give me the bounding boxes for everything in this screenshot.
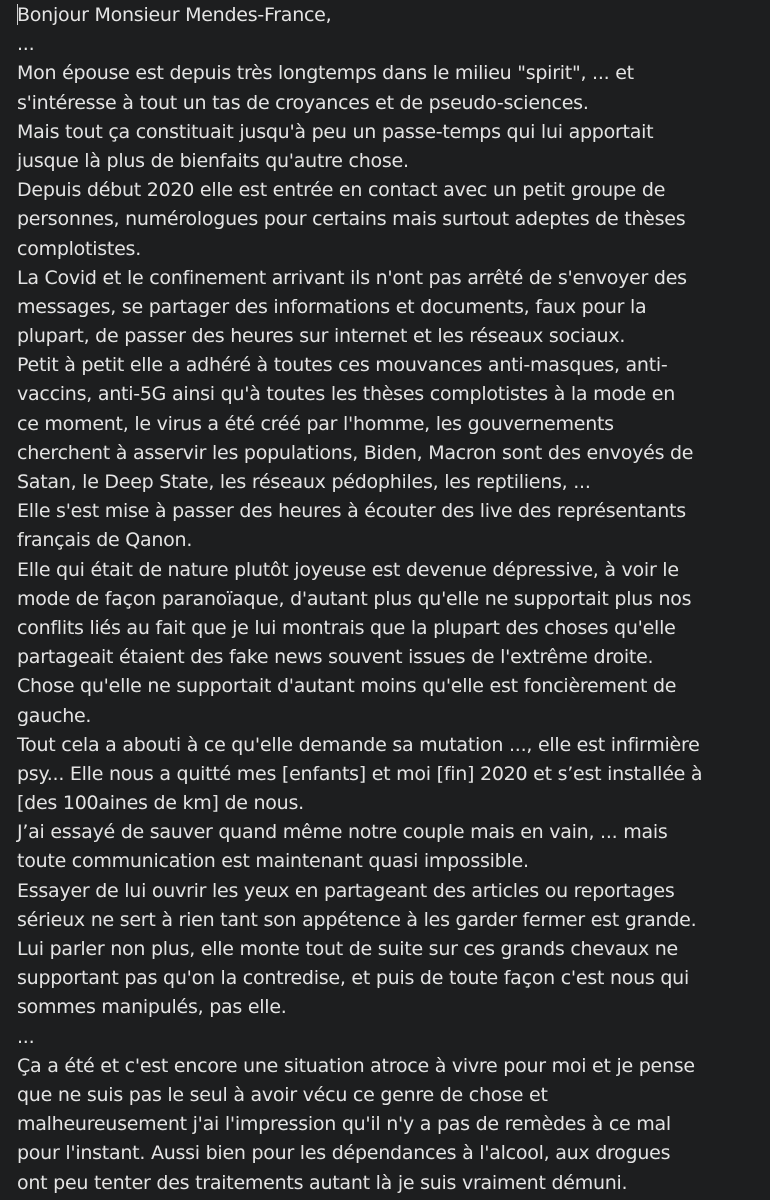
- text-line: ...: [17, 1025, 35, 1048]
- text-line: Satan, le Deep State, les réseaux pédophiles, les reptiliens, ...: [17, 471, 591, 493]
- text-line: pour l'instant. Aussi bien pour les dépendances à l'alcool, aux drogues: [17, 1142, 671, 1165]
- text-line: Mon épouse est depuis très longtemps dans le milieu "spirit", ... et: [17, 62, 634, 85]
- text-line: La Covid et le confinement arrivant ils n'ont pas arrêté de s'envoyer des: [17, 266, 687, 289]
- text-line: Depuis début 2020 elle est entrée en contact avec un petit groupe de: [17, 179, 666, 202]
- text-line: jusque là plus de bienfaits qu'autre chose.: [17, 149, 409, 172]
- text-line: cherchent à asservir les populations, Biden, Macron sont des envoyés de: [17, 441, 694, 464]
- text-line: Mais tout ça constituait jusqu'à peu un passe-temps qui lui apportait: [17, 120, 654, 143]
- text-line: toute communication est maintenant quasi impossible.: [17, 850, 529, 873]
- text-line: ...: [17, 33, 35, 56]
- text-line: gauche.: [17, 704, 92, 727]
- text-line: [17, 1, 752, 30]
- text-line: psy... Elle nous a quitté mes [enfants] et moi [fin] 2020 et s’est installée à: [17, 762, 703, 785]
- text-line: Petit à petit elle a adhéré à toutes ces mouvances anti-masques, anti-: [17, 354, 668, 377]
- text-line: mode de façon paranoïaque, d'autant plus qu'elle ne supportait plus nos: [17, 587, 692, 610]
- text-line: partageait étaient des fake news souvent issues de l'extrême droite.: [17, 646, 654, 669]
- text-line: messages, se partager des informations et documents, faux pour la: [17, 295, 647, 318]
- salutation: Bonjour Monsieur Mendes-France,: [17, 4, 332, 26]
- text-line: Tout cela a abouti à ce qu'elle demande sa mutation ..., elle est infirmière: [17, 733, 700, 756]
- text-line: Elle s'est mise à passer des heures à écouter des live des représentants: [17, 500, 686, 523]
- text-line: vaccins, anti-5G ainsi qu'à toutes les thèses complotistes à la mode en: [17, 383, 675, 406]
- text-line: ce moment, le virus a été créé par l'homme, les gouvernements: [17, 412, 614, 435]
- text-line: ont peu tenter des traitements autant là je suis vraiment démuni.: [17, 1171, 628, 1194]
- text-line: [des 100aines de km] de nous.: [17, 792, 304, 815]
- text-line: personnes, numérologues pour certains mais surtout adeptes de thèses: [17, 208, 686, 231]
- text-line: Essayer de lui ouvrir les yeux en partageant des articles ou reportages: [17, 879, 675, 902]
- text-line: s'intéresse à tout un tas de croyances et de pseudo-sciences.: [17, 91, 589, 114]
- text-line: Ça a été et c'est encore une situation atroce à vivre pour moi et je pense: [17, 1054, 695, 1077]
- text-line: sommes manipulés, pas elle.: [17, 996, 287, 1019]
- text-line: J’ai essayé de sauver quand même notre couple mais en vain, ... mais: [17, 821, 668, 844]
- text-line: plupart, de passer des heures sur internet et les réseaux sociaux.: [17, 325, 626, 348]
- text-line: que ne suis pas le seul à avoir vécu ce genre de chose et: [17, 1083, 548, 1106]
- text-line: complotistes.: [17, 237, 141, 260]
- text-line: supportant pas qu'on la contredise, et puis de toute façon c'est nous qui: [17, 967, 690, 990]
- text-line: français de Qanon.: [17, 529, 193, 552]
- text-line: Chose qu'elle ne supportait d'autant moins qu'elle est foncièrement de: [17, 675, 677, 698]
- text-line: conflits liés au fait que je lui montrais que la plupart des choses qu'elle: [17, 616, 676, 639]
- text-line: sérieux ne sert à rien tant son appétence à les garder fermer est grande.: [17, 908, 697, 931]
- text-line: malheureusement j'ai l'impression qu'il n'y a pas de remèdes à ce mal: [17, 1113, 671, 1136]
- text-line: Lui parler non plus, elle monte tout de suite sur ces grands chevaux ne: [17, 938, 678, 960]
- text-line: Elle qui était de nature plutôt joyeuse est devenue dépressive, à voir le: [17, 558, 679, 581]
